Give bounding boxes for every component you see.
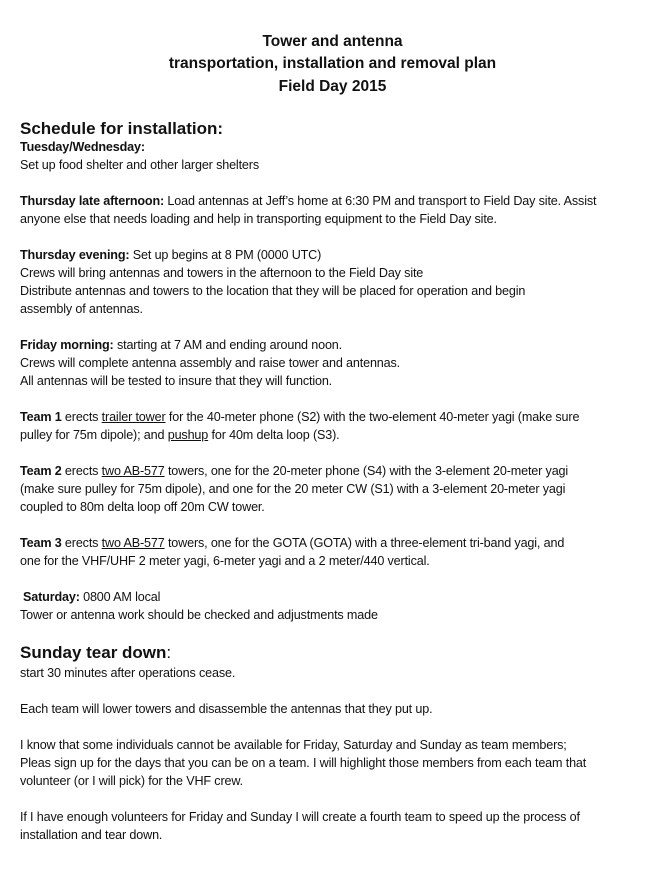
friday-line-3: All antennas will be tested to insure that they will function.: [20, 374, 333, 388]
teardown-para-4-line-2: installation and tear down.: [20, 828, 163, 842]
team1-line2-pre: pulley for 75m dipole); and: [20, 428, 168, 442]
team3-pre: erects: [61, 536, 102, 550]
title-line-2: transportation, installation and removal plan: [168, 55, 497, 72]
team3-line-1: [20, 534, 650, 552]
teardown-para-2: Each team will lower towers and disassemble the antennas that they put up.: [20, 702, 433, 716]
team2-text: towers, one for the 20-meter phone (S4) with the 3-element 20-meter yagi: [164, 464, 569, 478]
thursday-evening-line-1: [20, 246, 650, 264]
team2-line-3: coupled to 80m delta loop off 20m CW tower.: [20, 500, 265, 514]
thursday-evening-line-2: Crews will bring antennas and towers in the afternoon to the Field Day site: [20, 266, 424, 280]
schedule-heading: Schedule for installation:: [20, 119, 224, 138]
team1-pushup: pushup: [167, 428, 209, 442]
friday-label: Friday morning:: [20, 338, 114, 352]
saturday-label: Saturday:: [23, 590, 80, 604]
thursday-evening-text: Set up begins at 8 PM (0000 UTC): [129, 248, 322, 262]
team1-pre: erects: [61, 410, 102, 424]
thursday-afternoon-label: Thursday late afternoon:: [20, 194, 165, 208]
thursday-evening-label: Thursday evening:: [20, 248, 130, 262]
team1-line-1: [20, 408, 650, 426]
friday-line-2: Crews will complete antenna assembly and raise tower and antennas.: [20, 356, 401, 370]
teardown-heading: [20, 642, 171, 664]
saturday-line-1: [23, 588, 653, 606]
team2-ab577: two AB-577: [101, 464, 165, 478]
teardown-para-4-line-1: If I have enough volunteers for Friday and Sunday I will create a fourth team to speed up the process of: [20, 810, 580, 824]
thursday-afternoon-text: Load antennas at Jeff’s home at 6:30 PM and transport to Field Day site. Assist: [164, 194, 597, 208]
team3-text: towers, one for the GOTA (GOTA) with a three-element tri-band yagi, and: [164, 536, 565, 550]
team1-label: Team 1: [20, 410, 62, 424]
teardown-line-1: start 30 minutes after operations cease.: [20, 666, 236, 680]
teardown-heading-text: Sunday tear down: [20, 643, 167, 662]
saturday-text: 0800 AM local: [79, 590, 161, 604]
team3-ab577: two AB-577: [101, 536, 165, 550]
thursday-evening-line-3: Distribute antennas and towers to the location that they will be placed for operation and begin: [20, 284, 526, 298]
title-line-1: Tower and antenna: [262, 33, 403, 50]
thursday-afternoon-line-1: [20, 192, 650, 210]
teardown-heading-colon: :: [166, 643, 172, 662]
friday-line-1: [20, 336, 650, 354]
thursday-evening-line-4: assembly of antennas.: [20, 302, 143, 316]
saturday-line-2: Tower or antenna work should be checked and adjustments made: [20, 608, 378, 622]
teardown-para-3-line-1: I know that some individuals cannot be available for Friday, Saturday and Sunday as team members;: [20, 738, 567, 752]
team2-pre: erects: [61, 464, 102, 478]
team1-trailer-tower: trailer tower: [101, 410, 166, 424]
title-line-3: Field Day 2015: [278, 78, 387, 95]
team1-line-2: [20, 426, 650, 444]
team2-line-1: [20, 462, 650, 480]
team2-line-2: (make sure pulley for 75m dipole), and one for the 20 meter CW (S1) with a 3-element 20-meter yagi: [20, 482, 566, 496]
friday-text: starting at 7 AM and ending around noon.: [113, 338, 343, 352]
tuesday-label: Tuesday/Wednesday:: [20, 140, 145, 154]
team2-label: Team 2: [20, 464, 62, 478]
teardown-para-3-line-2: Pleas sign up for the days that you can be on a team. I will highlight those members from each team that: [20, 756, 587, 770]
team1-text: for the 40-meter phone (S2) with the two-element 40-meter yagi (make sure: [165, 410, 580, 424]
team1-line2-post: for 40m delta loop (S3).: [208, 428, 340, 442]
teardown-para-3-line-3: volunteer (or I will pick) for the VHF crew.: [20, 774, 243, 788]
thursday-afternoon-line-2: anyone else that needs loading and help in transporting equipment to the Field Day site.: [20, 212, 497, 226]
team3-label: Team 3: [20, 536, 62, 550]
tuesday-text: Set up food shelter and other larger shelters: [20, 158, 259, 172]
team3-line-2: one for the VHF/UHF 2 meter yagi, 6-meter yagi and a 2 meter/440 vertical.: [20, 554, 430, 568]
